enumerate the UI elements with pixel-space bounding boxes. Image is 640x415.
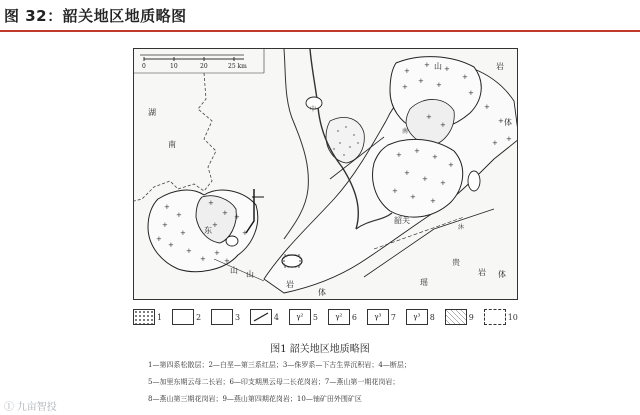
- title-bar: [0, 0, 640, 30]
- label-shan-left: 山: [230, 266, 238, 275]
- svg-text:+: +: [396, 151, 402, 159]
- svg-text:+: +: [392, 187, 398, 195]
- svg-text:+: +: [418, 77, 424, 85]
- label-shaoguan: 韶关: [394, 216, 410, 225]
- legend-swatch-granite: [406, 309, 428, 325]
- legend-text-line-2: 5—加里东期云母二长岩；6—印支期黑云母二长花岗岩；7—燕山第一期花岗岩；: [148, 378, 400, 386]
- svg-text:+: +: [422, 175, 428, 183]
- svg-text:+: +: [424, 61, 430, 69]
- legend-item-3: [211, 309, 240, 325]
- legend-swatch-granite: [328, 309, 350, 325]
- geologic-map: [133, 48, 518, 300]
- label-nan: 南: [168, 140, 176, 149]
- legend-number: 3: [234, 312, 241, 322]
- label-yao: 瑶: [420, 278, 428, 287]
- label-ti-bottom: 体: [318, 288, 326, 297]
- legend-text-line-3: 8—燕山第三期花岗岩；9—燕山第四期花岗岩；10—铀矿田外围矿区: [148, 395, 362, 403]
- svg-text:+: +: [186, 247, 192, 255]
- scale-tick-0: 0: [142, 63, 146, 70]
- quaternary-patch: [326, 117, 364, 163]
- svg-text:+: +: [436, 81, 442, 89]
- legend-item-2: [172, 309, 201, 325]
- svg-text:+: +: [404, 67, 410, 75]
- scale-tick-20: 20: [200, 63, 208, 70]
- label-ti-bottom-right: 体: [498, 270, 506, 279]
- legend-swatch-plain: [211, 309, 233, 325]
- legend-swatch-granite: [289, 309, 311, 325]
- intrusion-1: [282, 255, 302, 267]
- figure-caption: 图1 韶关地区地质略图: [270, 344, 370, 355]
- svg-text:+: +: [222, 209, 228, 217]
- svg-text:+: +: [214, 249, 220, 257]
- intrusion-5: [226, 236, 238, 246]
- svg-text:+: +: [448, 161, 454, 169]
- svg-text:+: +: [468, 89, 474, 97]
- svg-text:+: +: [162, 221, 168, 229]
- legend-swatch-mark: γ²: [335, 313, 343, 321]
- scale-tick-25: 25 km: [228, 63, 247, 70]
- legend-item-4: [250, 309, 279, 325]
- label-guiling: 贵: [452, 258, 460, 267]
- scale-tick-10: 10: [170, 63, 178, 70]
- legend-number: 1: [157, 312, 163, 322]
- scale-bar: [134, 49, 264, 73]
- svg-text:+: +: [432, 153, 438, 161]
- page-title: 图 32：韶关地区地质略图: [4, 6, 187, 25]
- label-dong: 东: [204, 226, 212, 235]
- svg-text:+: +: [484, 103, 490, 111]
- svg-text:+: +: [498, 117, 504, 125]
- svg-text:+: +: [410, 193, 416, 201]
- svg-text:+: +: [430, 197, 436, 205]
- legend-item-5: [289, 309, 318, 325]
- title-divider: [0, 30, 640, 32]
- legend-swatch-fault: [250, 309, 272, 325]
- svg-text:+: +: [242, 229, 248, 237]
- map-legend: [133, 306, 518, 328]
- legend-swatch-plain: [172, 309, 194, 325]
- legend-swatch-mark: γ²: [296, 313, 304, 321]
- legend-swatch-mark: γ³: [374, 313, 382, 321]
- svg-text:+: +: [492, 139, 498, 147]
- fault-4: [214, 259, 264, 281]
- legend-number: 4: [273, 312, 279, 322]
- label-wuzhi: 沐: [458, 224, 465, 231]
- legend-number: 5: [312, 312, 318, 322]
- svg-text:+: +: [404, 169, 410, 177]
- svg-text:+: +: [208, 199, 214, 207]
- label-yan-bottom: 岩: [286, 280, 294, 289]
- legend-item-1: [133, 309, 162, 325]
- svg-text:+: +: [200, 255, 206, 263]
- legend-item-7: [367, 309, 396, 325]
- svg-text:+: +: [212, 221, 218, 229]
- label-hu: 湖: [148, 108, 156, 117]
- svg-text:+: +: [426, 113, 432, 121]
- svg-text:+: +: [440, 121, 446, 129]
- label-yan-right: 岩: [496, 62, 504, 71]
- legend-swatch-dotted: [133, 309, 155, 325]
- legend-item-9: [445, 309, 474, 325]
- label-zhong: 中: [310, 106, 317, 113]
- svg-text:+: +: [156, 235, 162, 243]
- svg-text:+: +: [440, 179, 446, 187]
- legend-number: 2: [195, 312, 202, 322]
- legend-swatch-granite-fine: [445, 309, 467, 325]
- label-shan-bottom: 山: [246, 270, 254, 279]
- legend-swatch-mark: γ³: [413, 313, 421, 321]
- svg-text:+: +: [402, 83, 408, 91]
- legend-number: 10: [507, 312, 518, 322]
- legend-item-8: [406, 309, 435, 325]
- legend-swatch-ore-field: [484, 309, 506, 325]
- label-nanshan: 南: [402, 128, 409, 135]
- geologic-map-canvas: [134, 49, 518, 300]
- svg-text:+: +: [234, 213, 240, 221]
- legend-number: 8: [429, 312, 435, 322]
- province-boundary: [134, 73, 216, 201]
- svg-text:+: +: [168, 241, 174, 249]
- svg-text:+: +: [414, 147, 420, 155]
- svg-text:+: +: [164, 203, 170, 211]
- svg-text:+: +: [506, 135, 512, 143]
- legend-item-10: [484, 309, 518, 325]
- river-west: [284, 49, 308, 239]
- label-shan-top: 山: [434, 62, 442, 71]
- legend-swatch-granite: [367, 309, 389, 325]
- label-ti-right: 体: [504, 118, 512, 127]
- legend-text-line-1: 1—第四系松散层；2—白垩—第三系红层；3—侏罗系—下古生界沉积岩；4—断层；: [148, 361, 411, 369]
- svg-text:+: +: [224, 257, 230, 265]
- legend-number: 7: [390, 312, 396, 322]
- svg-text:+: +: [176, 211, 182, 219]
- label-yan-bottom-right: 岩: [478, 268, 486, 277]
- svg-text:+: +: [180, 229, 186, 237]
- svg-text:+: +: [462, 73, 468, 81]
- svg-text:+: +: [444, 65, 450, 73]
- source-watermark: ① 九亩智投: [4, 402, 57, 413]
- legend-number: 6: [351, 312, 357, 322]
- legend-item-6: [328, 309, 357, 325]
- intrusion-4: [468, 171, 480, 191]
- legend-number: 9: [468, 312, 474, 322]
